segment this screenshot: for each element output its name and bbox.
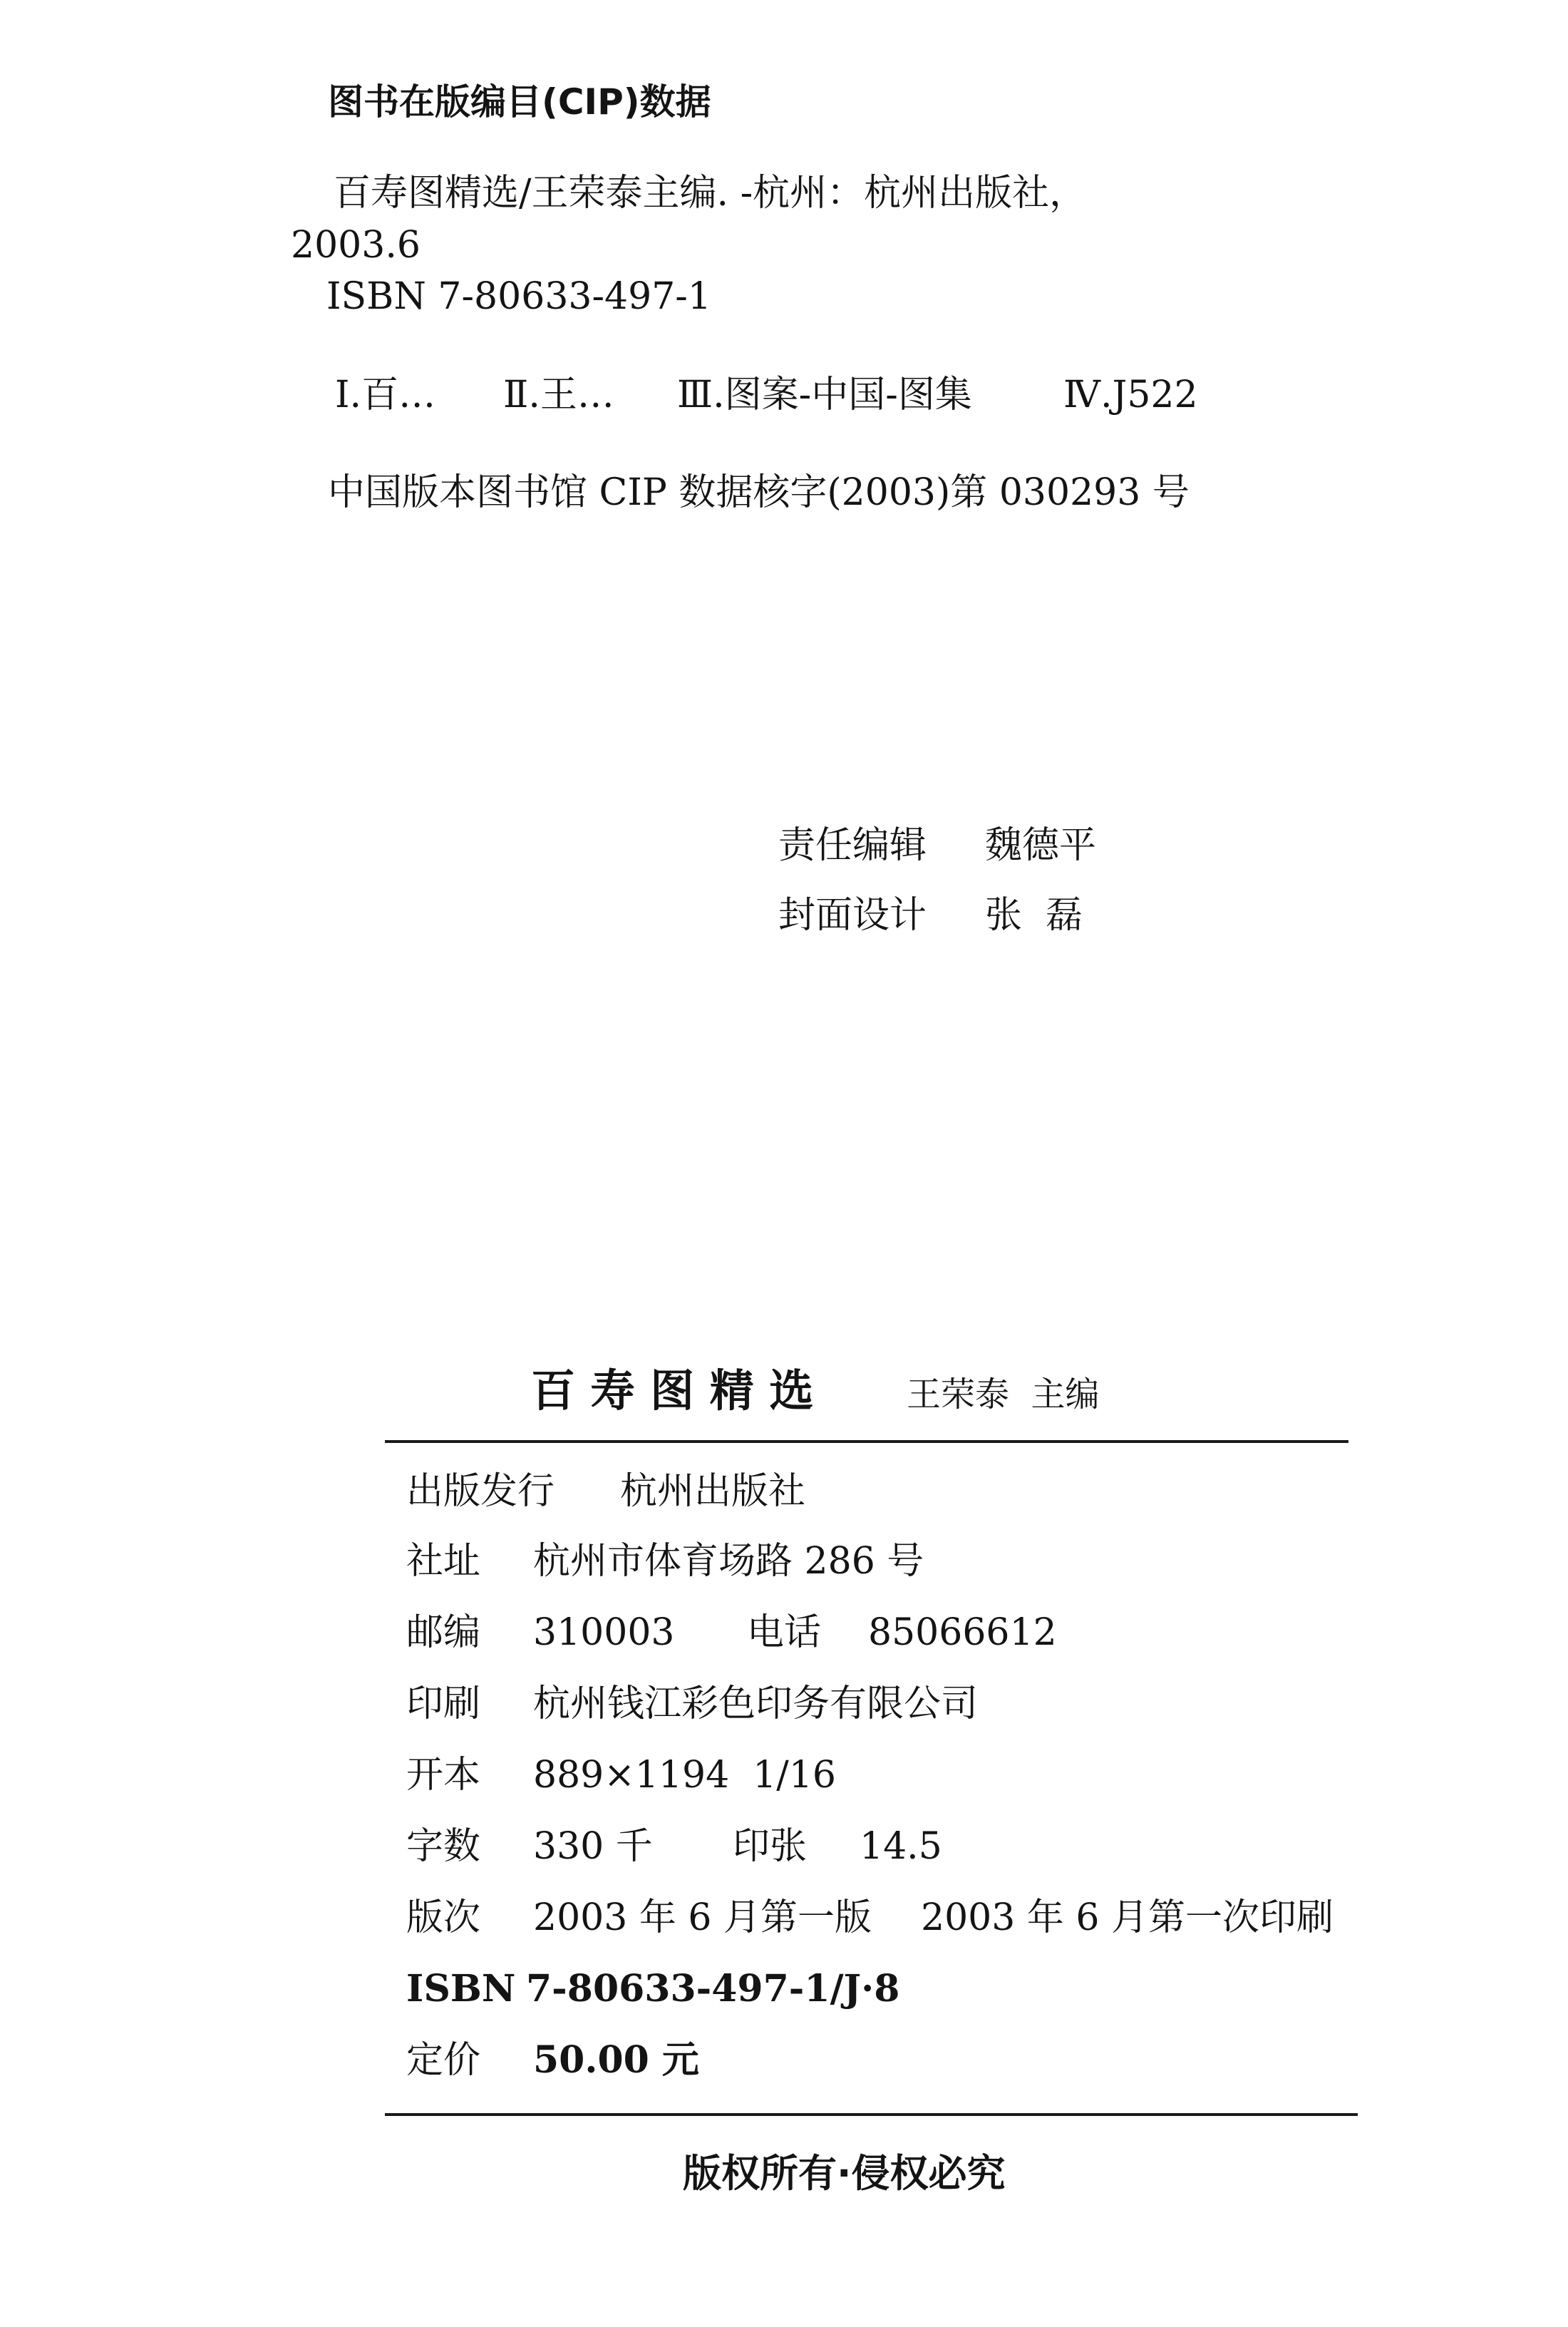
top-rule	[385, 1440, 1348, 1443]
copyright-notice: 版权所有·侵权必究	[683, 2151, 1006, 2196]
printer-label: 印刷	[406, 1683, 481, 1725]
phone-value: 85066612	[868, 1611, 1057, 1654]
credit-role-editor: 责任编辑	[778, 824, 927, 867]
cip-class-4: Ⅳ.J522	[1063, 374, 1198, 416]
address-value: 杭州市体育场路 286 号	[533, 1540, 924, 1583]
words-label: 字数	[406, 1825, 481, 1868]
book-title: 百 寿 图 精 选	[531, 1365, 814, 1417]
edition-label: 版次	[406, 1896, 481, 1939]
cip-class-3: Ⅲ.图案-中国-图集	[677, 374, 972, 416]
cip-heading: 图书在版编目(CIP)数据	[328, 81, 711, 123]
printing-value: 2003 年 6 月第一次印刷	[921, 1896, 1334, 1939]
postcode-value: 310003	[533, 1611, 675, 1654]
credit-name-editor: 魏德平	[985, 824, 1097, 867]
isbn-value: 7-80633-497-1/J·8	[526, 1967, 900, 2010]
format-value: 889×1194 1/16	[533, 1754, 836, 1797]
cip-class-2: Ⅱ.王…	[503, 374, 614, 416]
format-label: 开本	[406, 1754, 481, 1797]
isbn-label: ISBN	[406, 1967, 516, 2010]
sheets-value: 14.5	[860, 1825, 942, 1868]
bottom-rule	[385, 2113, 1358, 2116]
credit-name-cover: 张 磊	[985, 894, 1083, 937]
sheets-label: 印张	[733, 1825, 808, 1868]
cip-date: 2003.6	[291, 224, 421, 267]
postcode-label: 邮编	[406, 1611, 481, 1654]
phone-label: 电话	[747, 1611, 822, 1654]
address-label: 社址	[406, 1540, 481, 1583]
cip-class-1: Ⅰ.百…	[335, 374, 436, 416]
price-label: 定价	[406, 2039, 481, 2082]
publisher-label: 出版发行	[406, 1470, 555, 1513]
edition-value: 2003 年 6 月第一版	[533, 1896, 872, 1939]
words-value: 330 千	[533, 1825, 653, 1868]
printer-value: 杭州钱江彩色印务有限公司	[533, 1683, 979, 1725]
book-editor: 王荣泰 主编	[907, 1375, 1100, 1414]
cip-bibliographic-line: 百寿图精选/王荣泰主编. -杭州：杭州出版社，	[334, 172, 1087, 215]
publisher-value: 杭州出版社	[620, 1470, 806, 1513]
price-value: 50.00 元	[533, 2038, 699, 2082]
credit-role-cover: 封面设计	[778, 894, 927, 937]
cip-isbn: ISBN 7-80633-497-1	[326, 275, 711, 318]
cip-check-number: 中国版本图书馆 CIP 数据核字(2003)第 030293 号	[328, 471, 1190, 514]
